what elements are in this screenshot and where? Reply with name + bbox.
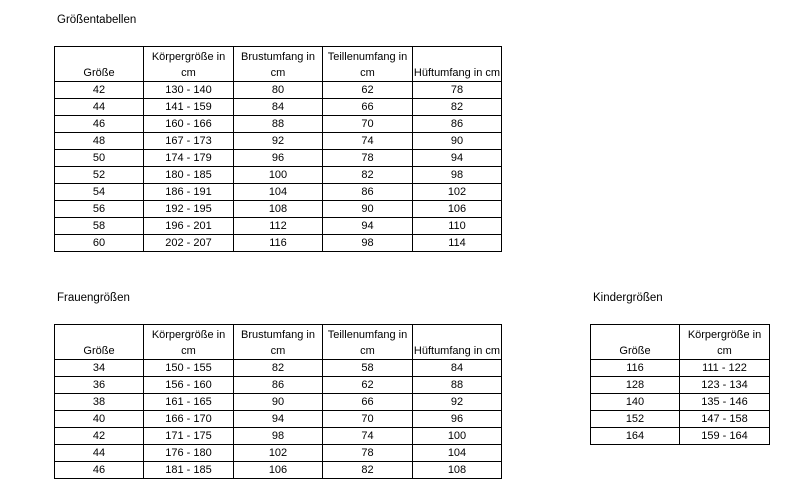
table-cell: 90: [323, 201, 413, 218]
children-size-table: [590, 324, 770, 445]
table-cell: 123 - 134: [680, 377, 770, 394]
table-cell: 58: [323, 360, 413, 377]
table-cell: 42: [55, 428, 144, 445]
table-cell: 110: [413, 218, 502, 235]
table-row: [591, 411, 770, 428]
column-header: Brustumfang in cm: [234, 47, 323, 82]
table-row: [55, 445, 502, 462]
table-header-row: [55, 325, 502, 360]
table-cell: 160 - 166: [144, 116, 234, 133]
table-row: [55, 116, 502, 133]
table-cell: 128: [591, 377, 680, 394]
table-cell: 36: [55, 377, 144, 394]
table-row: [55, 411, 502, 428]
table-cell: 60: [55, 235, 144, 252]
table-cell: 66: [323, 99, 413, 116]
table-cell: 86: [234, 377, 323, 394]
table-cell: 94: [413, 150, 502, 167]
table-cell: 94: [234, 411, 323, 428]
table-cell: 102: [234, 445, 323, 462]
table-cell: 82: [323, 462, 413, 479]
table-cell: 96: [413, 411, 502, 428]
column-header: Körpergröße in cm: [144, 47, 234, 82]
table-cell: 180 - 185: [144, 167, 234, 184]
table-cell: 116: [234, 235, 323, 252]
table-cell: 152: [591, 411, 680, 428]
table-cell: 164: [591, 428, 680, 445]
table-cell: 102: [413, 184, 502, 201]
table-cell: 34: [55, 360, 144, 377]
table-cell: 135 - 146: [680, 394, 770, 411]
table-cell: 70: [323, 116, 413, 133]
table-cell: 166 - 170: [144, 411, 234, 428]
table-row: [591, 428, 770, 445]
table-cell: 82: [234, 360, 323, 377]
table-cell: 92: [413, 394, 502, 411]
table-row: [55, 167, 502, 184]
table-cell: 92: [234, 133, 323, 150]
table-row: [55, 377, 502, 394]
table-cell: 80: [234, 82, 323, 99]
table-row: [55, 99, 502, 116]
table-cell: 104: [234, 184, 323, 201]
table-row: [591, 394, 770, 411]
table-row: [591, 377, 770, 394]
women-sizes-heading: Frauengrößen: [57, 292, 130, 304]
table-row: [55, 218, 502, 235]
table-cell: 74: [323, 428, 413, 445]
table-cell: 98: [323, 235, 413, 252]
table-cell: 58: [55, 218, 144, 235]
table-cell: 106: [234, 462, 323, 479]
table-cell: 108: [234, 201, 323, 218]
table-cell: 196 - 201: [144, 218, 234, 235]
table-cell: 90: [234, 394, 323, 411]
table-row: [55, 150, 502, 167]
table-cell: 181 - 185: [144, 462, 234, 479]
table-cell: 150 - 155: [144, 360, 234, 377]
table-cell: 90: [413, 133, 502, 150]
table-row: [55, 201, 502, 218]
table-cell: 86: [413, 116, 502, 133]
table-cell: 156 - 160: [144, 377, 234, 394]
table-cell: 161 - 165: [144, 394, 234, 411]
table-cell: 48: [55, 133, 144, 150]
column-header: Hüftumfang in cm: [413, 325, 502, 360]
table-cell: 140: [591, 394, 680, 411]
table-cell: 176 - 180: [144, 445, 234, 462]
column-header: Teillenumfang in cm: [323, 325, 413, 360]
table-cell: 159 - 164: [680, 428, 770, 445]
table-header-row: [591, 325, 770, 360]
table-cell: 98: [413, 167, 502, 184]
table-cell: 82: [413, 99, 502, 116]
table-cell: 106: [413, 201, 502, 218]
children-sizes-heading: Kindergrößen: [593, 292, 663, 304]
table-cell: 202 - 207: [144, 235, 234, 252]
table-row: [55, 394, 502, 411]
table-cell: 82: [323, 167, 413, 184]
table-cell: 114: [413, 235, 502, 252]
table-cell: 104: [413, 445, 502, 462]
table-cell: 192 - 195: [144, 201, 234, 218]
column-header: Hüftumfang in cm: [413, 47, 502, 82]
table-cell: 167 - 173: [144, 133, 234, 150]
column-header: Größe: [591, 325, 680, 360]
table-cell: 147 - 158: [680, 411, 770, 428]
column-header: Teillenumfang in cm: [323, 47, 413, 82]
table-cell: 130 - 140: [144, 82, 234, 99]
table-cell: 88: [234, 116, 323, 133]
column-header: Körpergröße in cm: [680, 325, 770, 360]
column-header: Größe: [55, 325, 144, 360]
table-cell: 112: [234, 218, 323, 235]
table-cell: 186 - 191: [144, 184, 234, 201]
table-cell: 108: [413, 462, 502, 479]
table-cell: 96: [234, 150, 323, 167]
table-cell: 44: [55, 99, 144, 116]
table-cell: 40: [55, 411, 144, 428]
table-cell: 74: [323, 133, 413, 150]
table-row: [55, 360, 502, 377]
men-size-table: [54, 46, 502, 252]
column-header: Größe: [55, 47, 144, 82]
table-cell: 78: [323, 445, 413, 462]
table-cell: 141 - 159: [144, 99, 234, 116]
table-cell: 171 - 175: [144, 428, 234, 445]
table-cell: 56: [55, 201, 144, 218]
women-size-table: [54, 324, 502, 479]
table-cell: 50: [55, 150, 144, 167]
table-row: [55, 235, 502, 252]
table-cell: 84: [413, 360, 502, 377]
table-cell: 98: [234, 428, 323, 445]
table-header-row: [55, 47, 502, 82]
table-row: [55, 82, 502, 99]
column-header: Brustumfang in cm: [234, 325, 323, 360]
page-title: Größentabellen: [57, 14, 137, 26]
table-cell: 46: [55, 462, 144, 479]
table-cell: 54: [55, 184, 144, 201]
table-cell: 42: [55, 82, 144, 99]
table-cell: 94: [323, 218, 413, 235]
table-cell: 38: [55, 394, 144, 411]
table-cell: 66: [323, 394, 413, 411]
table-cell: 84: [234, 99, 323, 116]
table-row: [55, 184, 502, 201]
table-cell: 111 - 122: [680, 360, 770, 377]
table-cell: 62: [323, 377, 413, 394]
table-cell: 44: [55, 445, 144, 462]
table-cell: 100: [413, 428, 502, 445]
table-cell: 52: [55, 167, 144, 184]
table-row: [55, 428, 502, 445]
table-row: [55, 133, 502, 150]
table-row: [591, 360, 770, 377]
table-cell: 116: [591, 360, 680, 377]
table-cell: 78: [323, 150, 413, 167]
table-cell: 70: [323, 411, 413, 428]
table-cell: 46: [55, 116, 144, 133]
table-row: [55, 462, 502, 479]
table-cell: 88: [413, 377, 502, 394]
table-cell: 86: [323, 184, 413, 201]
column-header: Körpergröße in cm: [144, 325, 234, 360]
table-cell: 100: [234, 167, 323, 184]
table-cell: 62: [323, 82, 413, 99]
table-cell: 174 - 179: [144, 150, 234, 167]
table-cell: 78: [413, 82, 502, 99]
